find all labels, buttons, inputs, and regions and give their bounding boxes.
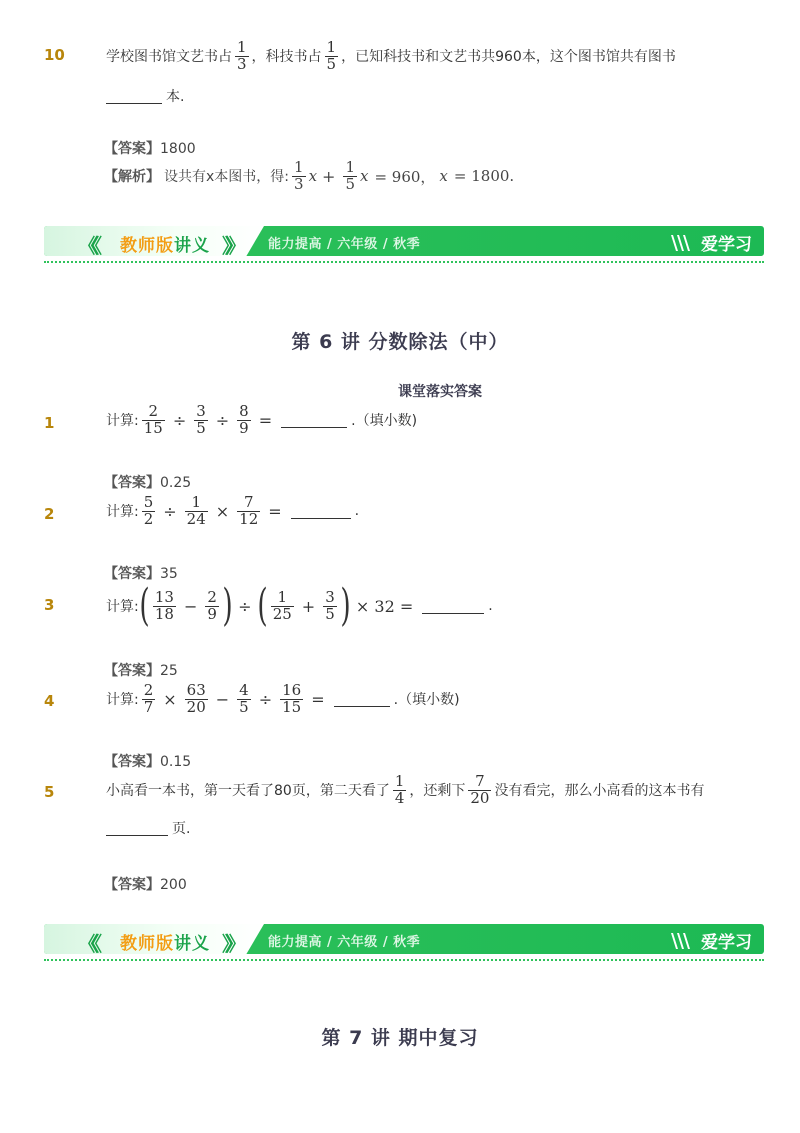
question-label: 计算: (106, 692, 139, 709)
answer-blank (106, 89, 162, 104)
fraction (280, 683, 303, 716)
explanation-line (104, 160, 514, 193)
text-part: ，已知科技书和文艺书共960本，这个图书馆共有图书 (341, 49, 676, 66)
numerator: 2 (143, 681, 154, 699)
numerator: 5 (143, 493, 154, 511)
numerator: 4 (239, 681, 249, 699)
answer-line (104, 472, 191, 492)
numerator: 1 (191, 493, 201, 511)
answer-line (104, 138, 196, 158)
math-operator: ÷ (258, 689, 273, 709)
banner-title-a: 教师版 (120, 934, 174, 954)
fraction (142, 683, 156, 716)
fraction (185, 683, 208, 716)
denominator: 4 (394, 788, 405, 807)
denominator: 25 (272, 604, 292, 623)
text-part: 小高看一本书，第一天看了80页，第二天看了 (106, 783, 390, 800)
denominator: 5 (345, 174, 355, 193)
answer-blank (281, 413, 347, 428)
answer-tag: 【答案】 (104, 141, 160, 157)
numerator: 1 (326, 38, 337, 56)
math-variable: x (308, 167, 318, 186)
math-operator: = (311, 689, 325, 709)
answer-tag: 【答案】 (104, 475, 160, 491)
fraction (393, 774, 407, 807)
fraction (468, 774, 491, 807)
text-part: 页. (172, 821, 191, 837)
text-part: 学校图书馆文艺书占 (106, 49, 232, 66)
question-number: 1 (44, 414, 55, 432)
math-variable: x (359, 167, 369, 186)
explanation-text: 设共有x本图书，得: (164, 169, 290, 186)
right-paren: ) (222, 580, 233, 631)
numerator: 1 (394, 772, 405, 790)
question-label: 计算: (106, 504, 139, 521)
answer-tag: 【答案】 (104, 877, 160, 893)
numerator: 1 (237, 38, 247, 56)
fraction (185, 495, 208, 528)
numerator: 3 (196, 402, 206, 420)
denominator: 5 (239, 697, 249, 716)
denominator: 20 (186, 697, 206, 716)
answer-blank (106, 821, 168, 836)
question-tail: . (488, 598, 493, 614)
dotted-divider (44, 261, 764, 263)
question-text (106, 580, 493, 631)
denominator: 3 (294, 174, 304, 193)
chapter-title: 第 6 讲 分数除法（中） (291, 331, 509, 353)
section-title: 课堂落实答案 (398, 384, 482, 400)
banner-title-b: 讲义 (174, 934, 210, 954)
answer-blank (422, 599, 484, 614)
teacher-edition-banner (44, 924, 764, 954)
text-part: 没有看完，那么小高看的这本书有 (494, 783, 705, 800)
fraction (237, 404, 251, 437)
numerator: 13 (154, 587, 174, 606)
question-tail: .（填小数) (351, 413, 418, 430)
right-paren: ) (340, 580, 351, 631)
chevron-left-icon: 《《 (78, 932, 96, 954)
left-paren: ( (139, 580, 150, 631)
denominator: 9 (239, 418, 249, 437)
math-operator: ÷ (238, 596, 252, 616)
math-operator: × 32 = (355, 596, 414, 616)
brand-logo-icon (669, 931, 695, 951)
chevron-right-icon: 》》 (222, 932, 240, 954)
question-text (106, 683, 460, 716)
question-text (106, 40, 676, 73)
math-operator: + (301, 596, 316, 616)
chevron-right-icon: 》》 (222, 234, 240, 256)
teacher-edition-banner (44, 226, 764, 256)
question-number: 10 (44, 46, 65, 64)
question-number: 3 (44, 596, 55, 614)
fraction (325, 40, 339, 73)
fraction (235, 40, 249, 73)
math-operator: − (183, 596, 198, 616)
banner-subtitle: 能力提高 / 六年级 / 秋季 (268, 935, 421, 950)
answer-value: 0.15 (160, 754, 192, 770)
numerator: 8 (239, 402, 249, 420)
math-operator: ÷ (215, 410, 230, 430)
denominator: 5 (325, 604, 335, 623)
question-text (106, 404, 417, 437)
answer-value: 200 (160, 877, 187, 893)
question-label: 计算: (106, 599, 139, 615)
math-operator: × (215, 501, 230, 521)
math-operator: × (163, 689, 177, 709)
fraction (343, 160, 357, 193)
answer-value: 35 (160, 566, 178, 582)
numerator: 3 (325, 587, 335, 606)
fraction (237, 683, 251, 716)
left-paren: ( (256, 580, 268, 631)
numerator: 2 (148, 402, 159, 420)
explanation-tag: 【解析】 (104, 169, 160, 186)
banner-title (120, 929, 210, 954)
denominator: 18 (154, 604, 174, 623)
question-label: 计算: (106, 413, 139, 430)
brand-logo-text: 爱学习 (701, 235, 752, 255)
question-tail: .（填小数) (393, 692, 460, 709)
answer-line (104, 751, 191, 771)
fraction (292, 160, 306, 193)
denominator: 20 (470, 788, 490, 807)
text-part: 本. (166, 89, 185, 105)
fraction (153, 587, 176, 623)
brand-logo-icon (669, 233, 695, 253)
fraction (194, 404, 208, 437)
denominator: 7 (143, 697, 154, 716)
question-text-line2 (106, 818, 190, 838)
denominator: 15 (282, 697, 302, 716)
answer-value: 25 (160, 663, 178, 679)
math-variable: x (439, 167, 448, 186)
dotted-divider (44, 959, 764, 961)
banner-title-a: 教师版 (120, 236, 174, 256)
fraction (142, 495, 156, 528)
numerator: 1 (277, 587, 287, 606)
denominator: 15 (143, 418, 163, 437)
numerator: 1 (345, 158, 355, 176)
numerator: 1 (294, 158, 304, 176)
denominator: 5 (196, 418, 206, 437)
math-operator: ÷ (163, 501, 177, 521)
math-operator: = (258, 410, 273, 430)
math-operator: ÷ (172, 410, 187, 430)
denominator: 2 (143, 509, 154, 528)
numerator: 63 (186, 681, 206, 699)
numerator: 7 (475, 772, 485, 790)
text-part: ，科技书占 (251, 49, 322, 66)
brand-logo-text: 爱学习 (701, 933, 752, 953)
answer-value: 1800 (160, 141, 196, 157)
fraction (323, 587, 337, 623)
question-number: 2 (44, 505, 55, 523)
math-operator: − (215, 689, 230, 709)
numerator: 16 (282, 681, 302, 699)
question-tail: . (354, 503, 360, 520)
chapter-title: 第 7 讲 期中复习 (321, 1027, 479, 1049)
answer-value: 0.25 (160, 475, 192, 491)
answer-blank (334, 692, 390, 707)
fraction (142, 404, 165, 437)
math-operator: = (268, 501, 282, 521)
fraction (237, 495, 260, 528)
answer-line (104, 660, 178, 680)
math-expression: = 1800. (453, 167, 515, 186)
question-number: 5 (44, 783, 55, 801)
banner-title-b: 讲义 (174, 236, 210, 256)
denominator: 12 (239, 509, 259, 528)
fraction (205, 587, 219, 623)
banner-title (120, 231, 210, 256)
denominator: 9 (207, 604, 217, 623)
question-text-line2 (106, 86, 184, 106)
brand-logo (669, 928, 752, 953)
denominator: 24 (186, 509, 206, 528)
numerator: 7 (243, 493, 254, 511)
brand-logo (669, 230, 752, 255)
question-text (106, 495, 359, 528)
denominator: 5 (326, 54, 337, 73)
math-expression: = 960， (374, 167, 436, 186)
answer-tag: 【答案】 (104, 754, 160, 770)
question-text (106, 774, 704, 807)
answer-blank (291, 504, 351, 519)
denominator: 3 (237, 54, 247, 73)
text-part: ，还剩下 (409, 783, 466, 800)
chevron-left-icon: 《《 (78, 234, 96, 256)
answer-tag: 【答案】 (104, 663, 160, 679)
answer-tag: 【答案】 (104, 566, 160, 582)
answer-line (104, 874, 187, 894)
math-operator: + (322, 166, 336, 186)
numerator: 2 (207, 587, 217, 606)
banner-subtitle: 能力提高 / 六年级 / 秋季 (268, 237, 421, 252)
question-number: 4 (44, 692, 55, 710)
fraction (271, 587, 294, 623)
